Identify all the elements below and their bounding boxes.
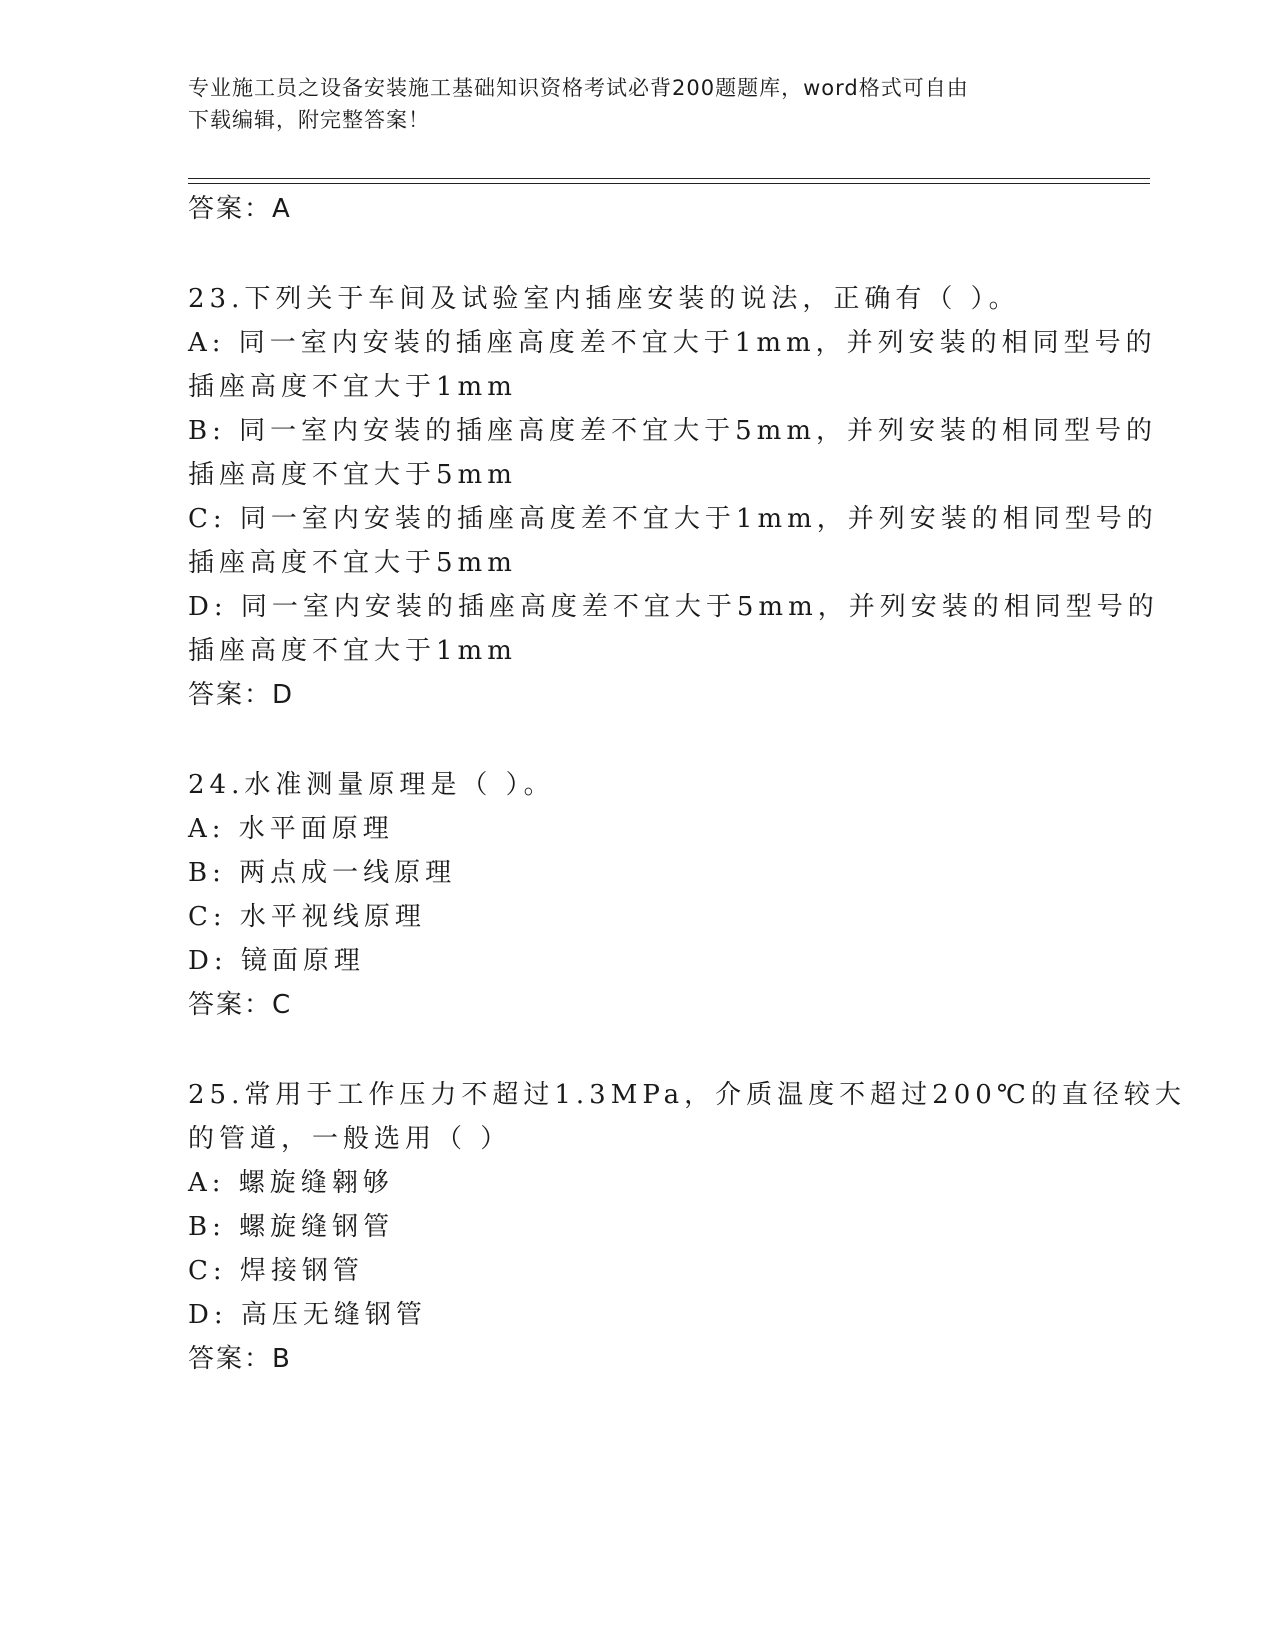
previous-answer: 答案：A [188,194,292,224]
question-24-answer: 答案：C [188,990,293,1020]
question-24-option-a: A: 水平面原理 [188,814,394,844]
question-23-stem: 23.下列关于车间及试验室内插座安装的说法，正确有（ ）。 [188,284,1020,314]
question-24-stem: 24.水准测量原理是（ ）。 [188,770,555,800]
header-line-2: 下载编辑，附完整答案！ [188,108,430,132]
question-25-option-b: B: 螺旋缝钢管 [188,1212,395,1242]
document-header [188,72,1068,136]
question-23-option-a-line-1: A: 同一室内安装的插座高度差不宜大于1mm，并列安装的相同型号的 [188,328,1157,358]
question-23-option-c-line-2: 插座高度不宜大于5mm [188,548,517,578]
header-rule-top [188,178,1150,179]
question-25-option-a: A: 螺旋缝翱够 [188,1168,394,1198]
question-25-option-d: D: 高压无缝钢管 [188,1300,427,1330]
question-23-option-c-line-1: C: 同一室内安装的插座高度差不宜大于1mm，并列安装的相同型号的 [188,504,1158,534]
question-25-option-c: C: 焊接钢管 [188,1256,364,1286]
question-23-answer: 答案：D [188,680,295,710]
question-23-option-d-line-2: 插座高度不宜大于1mm [188,636,517,666]
question-23-option-d-line-1: D: 同一室内安装的插座高度差不宜大于5mm，并列安装的相同型号的 [188,592,1159,622]
question-25-stem-line-2: 的管道，一般选用（ ） [188,1124,512,1154]
question-24-option-c: C: 水平视线原理 [188,902,426,932]
question-24-option-b: B: 两点成一线原理 [188,858,457,888]
header-rule-bottom [188,183,1150,184]
header-line-1: 专业施工员之设备安装施工基础知识资格考试必背200题题库，word格式可自由 [188,76,969,100]
question-23-option-b-line-1: B: 同一室内安装的插座高度差不宜大于5mm，并列安装的相同型号的 [188,416,1157,446]
question-24-option-d: D: 镜面原理 [188,946,365,976]
question-25-answer: 答案：B [188,1344,292,1374]
question-23-option-b-line-2: 插座高度不宜大于5mm [188,460,517,490]
question-23-option-a-line-2: 插座高度不宜大于1mm [188,372,517,402]
question-25-stem-line-1: 25.常用于工作压力不超过1.3MPa，介质温度不超过200℃的直径较大 [188,1080,1186,1110]
